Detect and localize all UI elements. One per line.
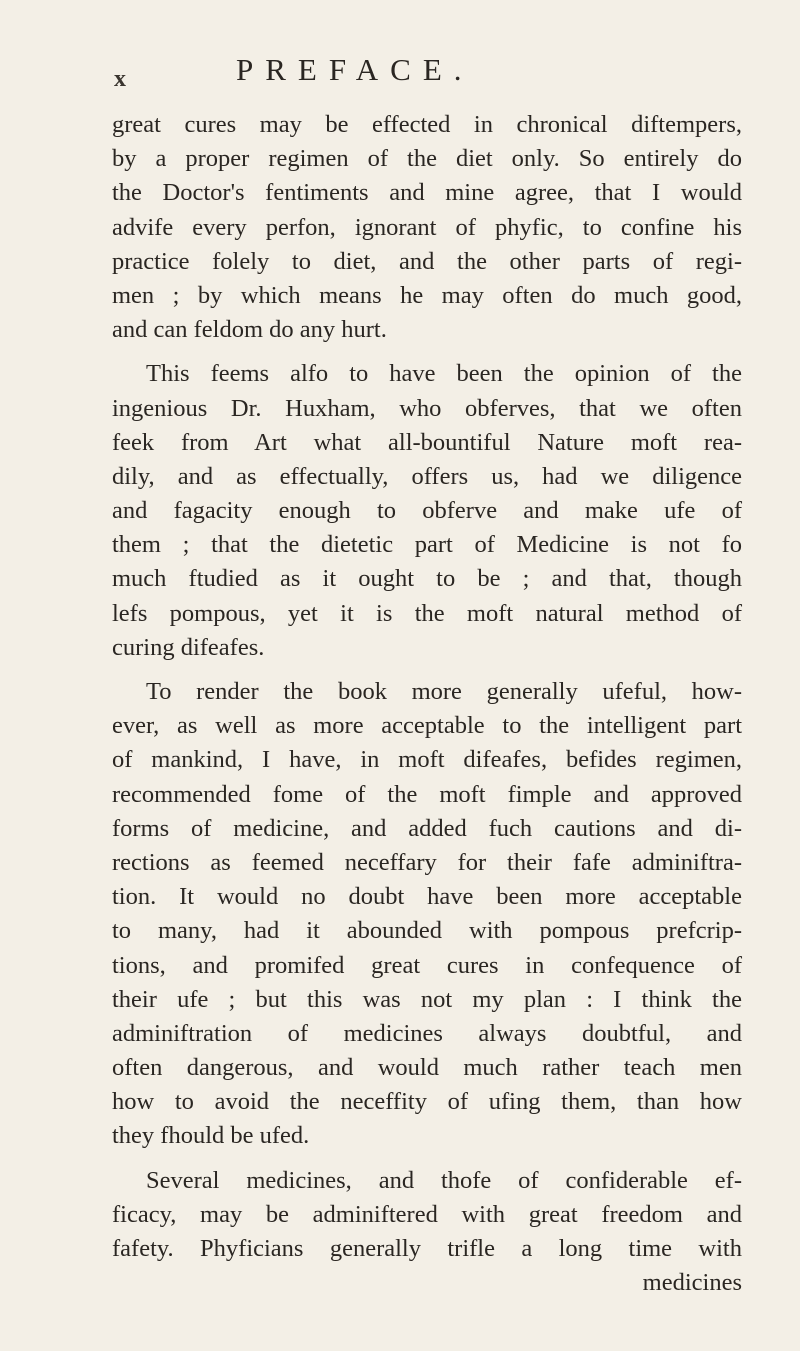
text-line: feek from Art what all-bountiful Nature moft rea- (112, 428, 742, 456)
text-line: practice folely to diet, and the other parts of regi- (112, 247, 742, 275)
text-line: tions, and promifed great cures in confequence of (112, 951, 742, 979)
text-line: men ; by which means he may often do much good, (112, 281, 742, 309)
text-line: how to avoid the neceffity of ufing them, than how (112, 1088, 742, 1116)
text-line: Several medicines, and thofe of confiderable ef- (146, 1166, 742, 1194)
text-line: This feems alfo to have been the opinion of the (146, 360, 742, 388)
text-line: rections as feemed neceffary for their fafe adminiftra- (112, 848, 742, 876)
text-line: much ftudied as it ought to be ; and that, though (112, 565, 742, 593)
text-line: recommended fome of the moft fimple and approved (112, 780, 742, 808)
text-line: lefs pompous, yet it is the moft natural method of (112, 599, 742, 627)
text-line: great cures may be effected in chronical diftempers, (112, 111, 742, 138)
text-line: they fhould be ufed. (112, 1122, 310, 1150)
body-text (112, 108, 742, 1300)
page-number: x (114, 66, 126, 92)
text-line: dily, and as effectually, offers us, had we diligence (112, 462, 742, 490)
text-line: ingenious Dr. Huxham, who obferves, that we often (112, 394, 742, 422)
text-line: adminiftration of medicines always doubtful, and (112, 1019, 742, 1047)
paragraph (112, 1164, 742, 1267)
paragraph (112, 675, 742, 1154)
text-line: and fagacity enough to obferve and make ufe of (112, 497, 742, 525)
text-line: To render the book more generally ufeful, how- (146, 678, 742, 705)
text-line: advife every perfon, ignorant of phyfic, to confine his (112, 213, 742, 241)
running-head: PREFACE. (236, 52, 474, 87)
text-line: the Doctor's fentiments and mine agree, that I would (112, 179, 742, 207)
text-line: to many, had it abounded with pompous prefcrip- (112, 917, 742, 945)
text-line: by a proper regimen of the diet only. So entirely do (112, 145, 742, 173)
text-line: and can feldom do any hurt. (112, 316, 387, 344)
catchword: medicines (642, 1269, 742, 1297)
text-line: curing difeafes. (112, 633, 265, 661)
paragraph (112, 108, 742, 347)
text-line: their ufe ; but this was not my plan : I think the (112, 985, 742, 1013)
text-line: often dangerous, and would much rather teach men (112, 1054, 742, 1082)
text-line: forms of medicine, and added fuch cautions and di- (112, 814, 742, 842)
text-line: fafety. Phyficians generally trifle a long time with (112, 1235, 742, 1262)
text-line: of mankind, I have, in moft difeafes, befides regimen, (112, 746, 742, 774)
paragraph (112, 357, 742, 665)
text-line: tion. It would no doubt have been more acceptable (112, 883, 742, 911)
page-header (0, 52, 800, 92)
text-line: ficacy, may be adminiftered with great freedom and (112, 1200, 742, 1228)
text-line: them ; that the dietetic part of Medicine is not fo (112, 531, 742, 559)
text-line: ever, as well as more acceptable to the intelligent part (112, 712, 742, 740)
